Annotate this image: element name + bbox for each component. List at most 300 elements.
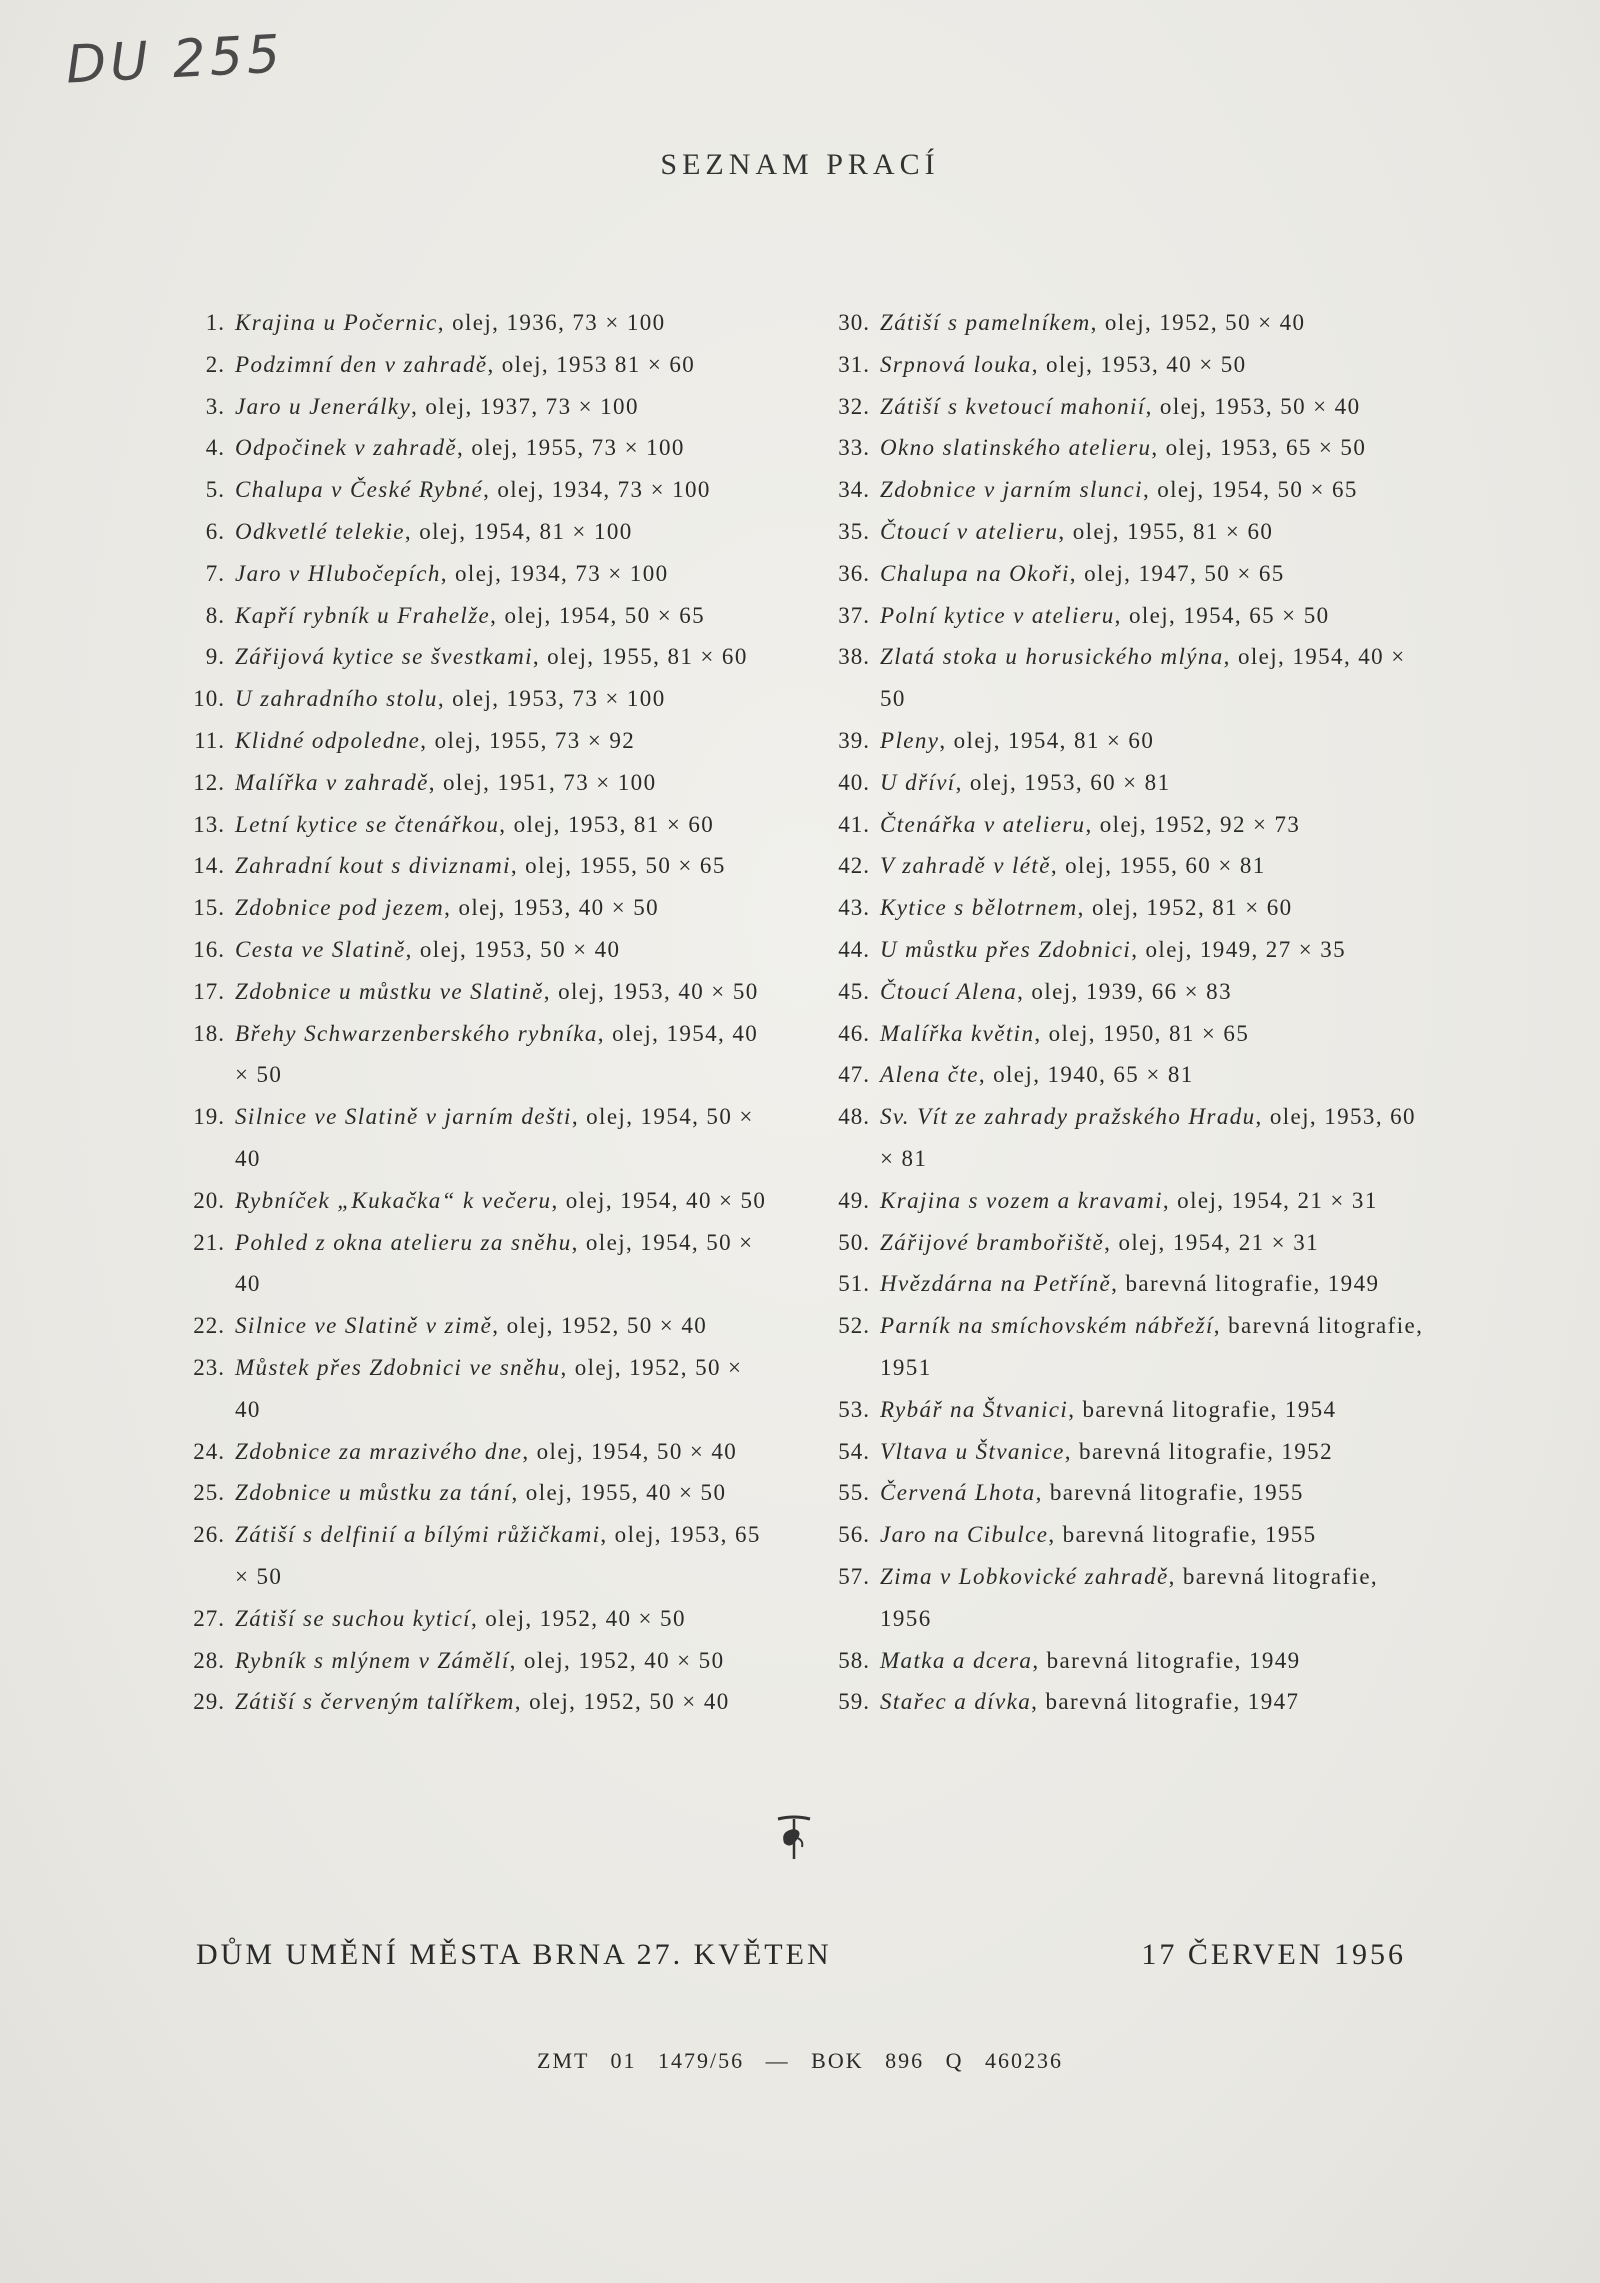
work-details: , olej, 1953, 65 × 50	[235, 1522, 761, 1589]
work-item	[820, 344, 1430, 386]
work-text	[235, 595, 775, 637]
work-item	[175, 971, 775, 1013]
work-text	[880, 887, 1430, 929]
work-item	[175, 1640, 775, 1682]
work-item	[175, 1431, 775, 1473]
work-title: Pohled z okna atelieru za sněhu	[235, 1229, 572, 1255]
work-details: , barevná litografie, 1955	[1035, 1480, 1304, 1506]
work-text	[880, 595, 1430, 637]
work-text	[235, 887, 775, 929]
work-details: , barevná litografie, 1951	[880, 1313, 1424, 1380]
work-text	[235, 344, 775, 386]
work-number: 28.	[193, 1647, 225, 1673]
work-item	[175, 720, 775, 762]
work-text	[235, 1222, 775, 1306]
work-item	[175, 1681, 775, 1723]
work-details: , olej, 1934, 73 × 100	[440, 560, 669, 586]
work-details: , olej, 1954, 40 × 50	[235, 1020, 759, 1088]
exhibition-footer	[196, 1938, 1406, 1972]
work-text	[235, 386, 775, 428]
work-details: , olej, 1953, 50 × 40	[405, 936, 621, 962]
work-number: 22.	[193, 1313, 225, 1339]
work-number: 16.	[193, 936, 225, 962]
work-text	[880, 1180, 1430, 1222]
work-details: , olej, 1955, 81 × 60	[532, 644, 748, 670]
work-text	[235, 1472, 775, 1514]
work-title: Matka a dcera	[880, 1647, 1033, 1673]
work-item	[820, 1305, 1430, 1389]
work-number: 8.	[205, 602, 225, 628]
work-number: 21.	[193, 1229, 225, 1255]
work-title: Kytice s bělotrnem	[880, 895, 1078, 921]
work-title: Zátiší s pamelníkem	[880, 310, 1091, 335]
work-details: , olej, 1952, 50 × 40	[514, 1689, 730, 1715]
work-text	[880, 511, 1430, 553]
work-number: 14.	[193, 853, 225, 879]
work-title: Odkvetlé telekie	[235, 518, 405, 544]
work-details: , olej, 1955, 40 × 50	[511, 1480, 727, 1506]
work-item	[820, 1681, 1430, 1723]
work-number: 57.	[838, 1563, 870, 1589]
exhibition-end-date: 17 ČERVEN 1956	[1141, 1938, 1406, 1971]
work-item	[820, 1514, 1430, 1556]
work-text	[235, 1180, 775, 1222]
work-details: , olej, 1953, 65 × 50	[1151, 435, 1367, 461]
work-text	[235, 804, 775, 846]
works-list-left	[175, 302, 775, 1723]
work-title: Zahradní kout s divizn​ami	[235, 853, 511, 879]
work-number: 35.	[838, 518, 870, 544]
work-item	[175, 929, 775, 971]
work-details: , olej, 1952, 92 × 73	[1085, 811, 1301, 837]
work-item	[820, 595, 1430, 637]
work-title: Čtenářka v atelieru	[880, 811, 1086, 837]
work-title: Rybníček „Kukačka“ k večeru	[235, 1187, 552, 1213]
work-title: V zahradě v létě	[880, 853, 1051, 879]
work-text	[880, 427, 1430, 469]
work-text	[235, 845, 775, 887]
work-number: 56.	[838, 1522, 870, 1548]
work-title: Cesta ve Slatině	[235, 936, 406, 962]
work-details: , olej, 1955, 50 × 65	[510, 853, 726, 879]
work-title: Krajina u Počernic	[235, 310, 438, 335]
work-title: Zářijová kytice se švestkami	[235, 644, 533, 670]
work-item	[175, 678, 775, 720]
work-number: 48.	[838, 1104, 870, 1130]
work-text	[880, 1054, 1430, 1096]
work-number: 23.	[193, 1354, 225, 1380]
work-item	[175, 887, 775, 929]
work-text	[880, 469, 1430, 511]
work-title: Vltava u Štvanice	[880, 1438, 1065, 1464]
work-number: 26.	[193, 1522, 225, 1548]
work-text	[880, 1096, 1430, 1180]
work-item	[175, 762, 775, 804]
work-number: 41.	[838, 811, 870, 837]
work-number: 36.	[838, 560, 870, 586]
work-details: , barevná litografie, 1955	[1048, 1522, 1317, 1548]
work-title: Silnice ve Slatině v jarním dešti	[235, 1104, 572, 1130]
work-title: Jaro v Hlubočepích	[235, 560, 441, 586]
work-title: Rybář na Štvanici	[880, 1396, 1069, 1422]
work-text	[235, 929, 775, 971]
work-text	[235, 971, 775, 1013]
work-details: , barevná litografie, 1952	[1064, 1438, 1333, 1464]
work-item	[820, 1472, 1430, 1514]
work-text	[880, 720, 1430, 762]
work-text	[880, 1305, 1430, 1389]
work-number: 45.	[838, 978, 870, 1004]
print-info: ZMT 01 1479/56 — BOK 896 Q 460236	[537, 2048, 1063, 2073]
work-text	[235, 1640, 775, 1682]
work-number: 43.	[838, 895, 870, 921]
work-number: 2.	[205, 351, 225, 377]
work-number: 3.	[205, 393, 225, 419]
work-item	[175, 1305, 775, 1347]
work-text	[880, 553, 1430, 595]
work-number: 20.	[193, 1187, 225, 1213]
work-item	[820, 302, 1430, 344]
work-number: 24.	[193, 1438, 225, 1464]
work-title: Zima v Lobkovické zahradě	[880, 1563, 1169, 1589]
work-number: 6.	[205, 518, 225, 544]
work-title: U zahradního stolu	[235, 686, 438, 712]
work-text	[880, 762, 1430, 804]
work-title: Pleny	[880, 727, 940, 753]
work-item	[175, 1013, 775, 1097]
work-text	[235, 1013, 775, 1097]
exhibition-venue-dates: DŮM UMĚNÍ MĚSTA BRNA 27. KVĚTEN	[196, 1938, 832, 1971]
work-item	[820, 804, 1430, 846]
work-item	[175, 1514, 775, 1598]
work-details: , olej, 1952, 50 × 40	[235, 1354, 743, 1422]
work-text	[235, 720, 775, 762]
work-title: Klidné odpoledne	[235, 727, 421, 753]
work-details: , olej, 1954, 40 × 50	[880, 644, 1406, 712]
work-number: 53.	[838, 1396, 870, 1422]
work-title: Červená Lhota	[880, 1480, 1036, 1506]
work-title: Chalupa na Okoři	[880, 560, 1070, 586]
work-number: 7.	[205, 560, 225, 586]
work-details: , olej, 1952, 50 × 40	[492, 1313, 708, 1339]
work-number: 51.	[838, 1271, 870, 1297]
work-details: , olej, 1936, 73 × 100	[437, 310, 666, 335]
work-item	[820, 1431, 1430, 1473]
work-number: 18.	[193, 1020, 225, 1046]
work-title: U dříví	[880, 769, 956, 795]
work-details: , olej, 1947, 50 × 65	[1069, 560, 1285, 586]
work-text	[880, 1431, 1430, 1473]
work-number: 30.	[838, 310, 870, 335]
work-title: Jaro na Cibulce	[880, 1522, 1049, 1548]
work-number: 5.	[205, 477, 225, 503]
work-details: , olej, 1952, 40 × 50	[470, 1605, 686, 1631]
work-number: 44.	[838, 936, 870, 962]
work-title: Podzimní den v zahradě	[235, 351, 488, 377]
work-details: , olej, 1939, 66 × 83	[1017, 978, 1232, 1004]
work-text	[880, 971, 1430, 1013]
work-title: Chalupa v České Rybné	[235, 477, 484, 503]
work-item	[820, 1640, 1430, 1682]
work-item	[820, 1180, 1430, 1222]
works-list-right	[820, 302, 1430, 1723]
work-details: , olej, 1954, 50 × 65	[490, 602, 706, 628]
work-title: Sv. Vít ze zahrady pražského Hradu	[880, 1104, 1256, 1130]
work-item	[175, 1222, 775, 1306]
work-number: 19.	[193, 1104, 225, 1130]
work-text	[235, 302, 775, 344]
work-text	[235, 1096, 775, 1180]
work-number: 38.	[838, 644, 870, 670]
work-details: , olej, 1955, 73 × 92	[420, 727, 636, 753]
work-details: , olej, 1950, 81 × 65	[1034, 1020, 1250, 1046]
work-details: , olej, 1940, 65 × 81	[978, 1062, 1194, 1088]
work-item	[820, 511, 1430, 553]
work-details: , barevná litografie, 1949	[1111, 1271, 1380, 1297]
work-text	[880, 302, 1430, 344]
work-details: , olej, 1954, 50 × 40	[235, 1104, 754, 1171]
work-number: 32.	[838, 393, 870, 419]
work-item	[175, 845, 775, 887]
work-title: Zlatá stoka u horusického mlýna	[880, 644, 1224, 670]
work-item	[175, 344, 775, 386]
work-title: Letní kytice se čtenářkou	[235, 811, 500, 837]
work-details: , olej, 1955, 73 × 100	[457, 435, 685, 461]
work-title: Malířka květin	[880, 1020, 1035, 1046]
page-title: SEZNAM PRACÍ	[660, 148, 940, 181]
work-details: , olej, 1953, 60 × 81	[880, 1104, 1416, 1171]
work-item	[175, 1096, 775, 1180]
work-details: , olej, 1951, 73 × 100	[428, 769, 657, 795]
work-item	[175, 427, 775, 469]
work-details: , olej, 1953 81 × 60	[487, 351, 696, 377]
work-number: 33.	[838, 435, 870, 461]
work-text	[235, 1681, 775, 1723]
work-number: 54.	[838, 1438, 870, 1464]
work-number: 34.	[838, 477, 870, 503]
work-item	[175, 511, 775, 553]
work-title: Zátiší s delfinií a bílými růžičkami	[235, 1522, 601, 1548]
work-title: Odpočinek v zahradě	[235, 435, 458, 461]
work-number: 50.	[838, 1229, 870, 1255]
work-details: , olej, 1953, 40 × 50	[543, 978, 759, 1004]
work-title: Srpnová louka	[880, 351, 1032, 377]
work-title: Zátiší s kvetoucí mahonií	[880, 393, 1146, 419]
work-title: Můstek přes Zdobnici ve sněhu	[235, 1354, 561, 1380]
work-item	[820, 553, 1430, 595]
work-title: Zářijové brambořiště	[880, 1229, 1105, 1255]
work-text	[235, 1305, 775, 1347]
work-details: , olej, 1954, 81 × 60	[939, 727, 1155, 753]
work-number: 15.	[193, 895, 225, 921]
work-details: , olej, 1955, 81 × 60	[1058, 518, 1274, 544]
work-details: , olej, 1952, 50 × 40	[1090, 310, 1306, 335]
work-number: 42.	[838, 853, 870, 879]
work-number: 59.	[838, 1689, 870, 1715]
work-text	[880, 1556, 1430, 1640]
work-details: , olej, 1949, 27 × 35	[1131, 936, 1347, 962]
work-text	[235, 762, 775, 804]
work-number: 12.	[193, 769, 225, 795]
work-text	[880, 344, 1430, 386]
work-title: Kapří rybník u Frahelže	[235, 602, 491, 628]
work-item	[820, 929, 1430, 971]
work-item	[175, 804, 775, 846]
work-details: , olej, 1954, 21 × 31	[1162, 1187, 1378, 1213]
work-title: Čtoucí Alena	[880, 978, 1018, 1004]
work-title: Krajina s vozem a kravami	[880, 1187, 1163, 1213]
floral-ornament-icon	[774, 1815, 814, 1861]
work-title: Zátiší se suchou kyticí	[235, 1605, 471, 1631]
work-details: , olej, 1953, 60 × 81	[955, 769, 1171, 795]
work-text	[880, 1640, 1430, 1682]
work-item	[820, 1389, 1430, 1431]
work-number: 9.	[205, 644, 225, 670]
work-text	[235, 511, 775, 553]
work-item	[175, 386, 775, 428]
work-text	[880, 845, 1430, 887]
work-item	[175, 302, 775, 344]
work-item	[820, 1013, 1430, 1055]
work-title: Okno slatinského atelieru	[880, 435, 1152, 461]
work-number: 52.	[838, 1313, 870, 1339]
work-details: , olej, 1954, 50 × 40	[235, 1229, 754, 1297]
handwritten-archive-mark: DU 255	[64, 24, 286, 96]
work-details: , olej, 1954, 50 × 65	[1142, 477, 1358, 503]
work-number: 39.	[838, 727, 870, 753]
work-details: , olej, 1937, 73 × 100	[411, 393, 639, 419]
work-number: 58.	[838, 1647, 870, 1673]
work-number: 25.	[193, 1480, 225, 1506]
work-number: 17.	[193, 978, 225, 1004]
work-text	[880, 386, 1430, 428]
work-text	[880, 1681, 1430, 1723]
work-title: Zdobnice za mrazivého dne	[235, 1438, 523, 1464]
work-text	[235, 1431, 775, 1473]
work-item	[820, 1263, 1430, 1305]
work-text	[880, 929, 1430, 971]
work-item	[820, 636, 1430, 720]
work-item	[175, 553, 775, 595]
work-number: 47.	[838, 1062, 870, 1088]
work-details: , olej, 1953, 81 × 60	[499, 811, 715, 837]
work-text	[880, 1222, 1430, 1264]
work-title: Zdobnice u můstku ve Slatině	[235, 978, 544, 1004]
work-details: , barevná litografie, 1949	[1032, 1647, 1301, 1673]
work-item	[820, 845, 1430, 887]
work-details: , olej, 1952, 40 × 50	[509, 1647, 725, 1673]
work-details: , olej, 1953, 50 × 40	[1145, 393, 1361, 419]
work-details: , olej, 1954, 40 × 50	[551, 1187, 767, 1213]
work-details: , olej, 1954, 81 × 100	[404, 518, 633, 544]
work-text	[235, 553, 775, 595]
work-number: 27.	[193, 1605, 225, 1631]
work-text	[235, 636, 775, 678]
work-item	[820, 427, 1430, 469]
work-text	[880, 1263, 1430, 1305]
work-item	[820, 1222, 1430, 1264]
work-text	[880, 636, 1430, 720]
work-number: 1.	[205, 310, 225, 335]
work-details: , barevná litografie, 1954	[1068, 1396, 1337, 1422]
work-title: Zátiší s červeným talířkem	[235, 1689, 515, 1715]
work-title: Zdobnice pod jezem	[235, 895, 445, 921]
work-details: , olej, 1953, 40 × 50	[444, 895, 660, 921]
work-text	[235, 1598, 775, 1640]
work-number: 37.	[838, 602, 870, 628]
work-title: Hvězdárna na Petříně	[880, 1271, 1112, 1297]
work-details: , olej, 1954, 21 × 31	[1104, 1229, 1320, 1255]
work-number: 29.	[193, 1689, 225, 1715]
work-details: , olej, 1952, 81 × 60	[1077, 895, 1293, 921]
work-title: U můstku přes Zdobnici	[880, 936, 1132, 962]
work-item	[820, 1556, 1430, 1640]
work-text	[880, 1514, 1430, 1556]
work-item	[820, 1054, 1430, 1096]
work-number: 11.	[194, 727, 225, 753]
work-text	[880, 1472, 1430, 1514]
work-text	[235, 1347, 775, 1431]
work-text	[880, 804, 1430, 846]
work-title: Čtoucí v atelieru	[880, 518, 1059, 544]
work-number: 4.	[205, 435, 225, 461]
work-details: , olej, 1934, 73 × 100	[483, 477, 711, 503]
work-details: , olej, 1954, 50 × 40	[522, 1438, 738, 1464]
work-item	[820, 386, 1430, 428]
work-text	[235, 1514, 775, 1598]
work-number: 13.	[193, 811, 225, 837]
work-item	[820, 762, 1430, 804]
work-item	[175, 1598, 775, 1640]
work-item	[820, 887, 1430, 929]
work-title: Silnice ve Slatině v zimě	[235, 1313, 493, 1339]
work-details: , olej, 1953, 40 × 50	[1031, 351, 1247, 377]
work-item	[175, 636, 775, 678]
work-item	[175, 1472, 775, 1514]
work-number: 46.	[838, 1020, 870, 1046]
work-number: 49.	[838, 1187, 870, 1213]
work-title: Břehy Schwarzenberského rybníka	[235, 1020, 598, 1046]
work-number: 10.	[193, 686, 225, 712]
work-title: Jaro u Jenerálky	[235, 393, 412, 419]
work-item	[820, 1096, 1430, 1180]
work-text	[235, 427, 775, 469]
work-item	[175, 469, 775, 511]
work-text	[880, 1389, 1430, 1431]
work-number: 55.	[838, 1480, 870, 1506]
work-details: , olej, 1953, 73 × 100	[437, 686, 666, 712]
work-title: Stařec a dívka	[880, 1689, 1032, 1715]
work-title: Malířka v zahradě	[235, 769, 429, 795]
work-number: 31.	[838, 351, 870, 377]
work-number: 40.	[838, 769, 870, 795]
work-item	[820, 971, 1430, 1013]
work-item	[175, 1347, 775, 1431]
work-details: , barevná litografie, 1956	[880, 1563, 1379, 1631]
work-title: Polní kytice v atelieru	[880, 602, 1115, 628]
work-details: , olej, 1955, 60 × 81	[1050, 853, 1266, 879]
work-title: Alena čte	[880, 1062, 979, 1088]
work-title: Zdobnice v jarním slunci	[880, 477, 1143, 503]
work-item	[820, 720, 1430, 762]
work-details: , olej, 1954, 65 × 50	[1114, 602, 1330, 628]
work-title: Rybník s mlýnem v Zámělí	[235, 1647, 510, 1673]
work-text	[235, 678, 775, 720]
work-item	[175, 1180, 775, 1222]
work-title: Zdobnice u můstku za tání	[235, 1480, 512, 1506]
work-details: , barevná litografie, 1947	[1031, 1689, 1300, 1715]
work-item	[820, 469, 1430, 511]
